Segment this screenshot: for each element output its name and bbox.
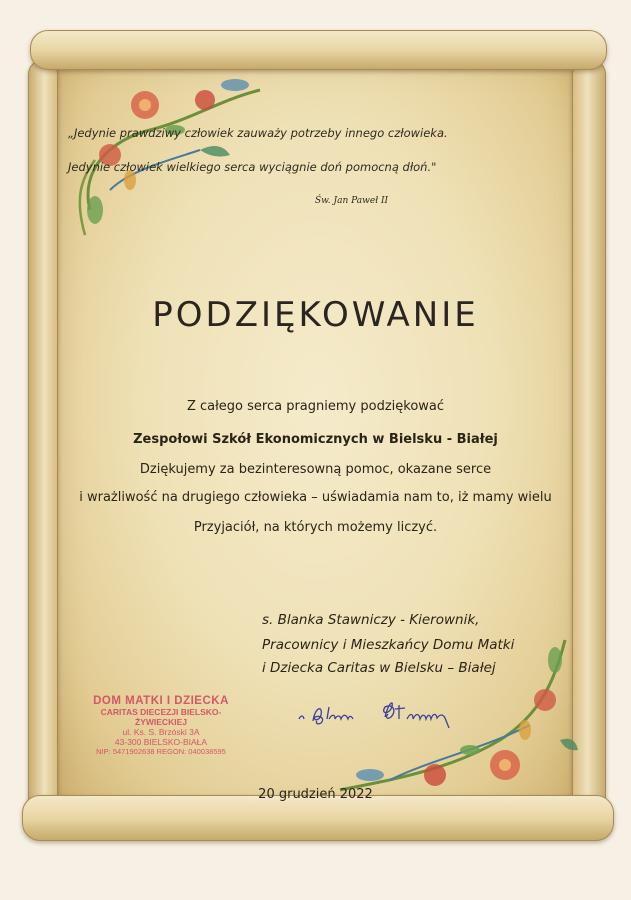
floral-ornament-top-left-icon <box>50 60 280 250</box>
handwritten-signature <box>295 695 465 729</box>
quote-line-1: „Jedynie prawdziwy człowiek zauważy potrzeby innego człowieka. <box>68 126 448 140</box>
stamp-line-2: CARITAS DIECEZJI BIELSKO-ŻYWIECKIEJ <box>100 707 222 727</box>
stamp-line-3: ul. Ks. S. Brzóski 3A <box>122 727 200 737</box>
body-line-4: i wrażliwość na drugiego człowieka – uświadamia nam to, iż mamy wielu <box>79 490 552 505</box>
issue-date: 20 grudzień 2022 <box>258 787 373 802</box>
quote-author: Św. Jan Paweł II <box>315 196 389 206</box>
signatory-line-3: i Dziecka Caritas w Bielsku – Białej <box>262 660 496 676</box>
body-line-5: Przyjaciół, na których możemy liczyć. <box>193 520 438 535</box>
body-line-1: Z całego serca pragniemy podziękować <box>186 399 445 414</box>
signatory-line-2: Pracownicy i Mieszkańcy Domu Matki <box>262 637 515 653</box>
body-line-3: Dziękujemy za bezinteresowną pomoc, okazane serce <box>139 462 492 477</box>
stamp-line-5: NIP: 5471902638 REGON: 040038595 <box>96 747 226 756</box>
quote-line-2: Jedynie człowiek wielkiego serca wyciągnie doń pomocną dłoń." <box>68 160 437 174</box>
page-title: PODZIĘKOWANIE <box>152 295 479 335</box>
recipient-name: Zespołowi Szkół Ekonomicznych w Bielsku - Białej <box>133 432 498 447</box>
stamp-line-4: 43-300 BIELSKO-BIAŁA <box>114 737 208 747</box>
signatory-line-1: s. Blanka Stawniczy - Kierownik, <box>262 612 480 628</box>
stamp-line-1: DOM MATKI I DZIECKA <box>93 695 229 707</box>
institution-stamp <box>76 695 246 756</box>
